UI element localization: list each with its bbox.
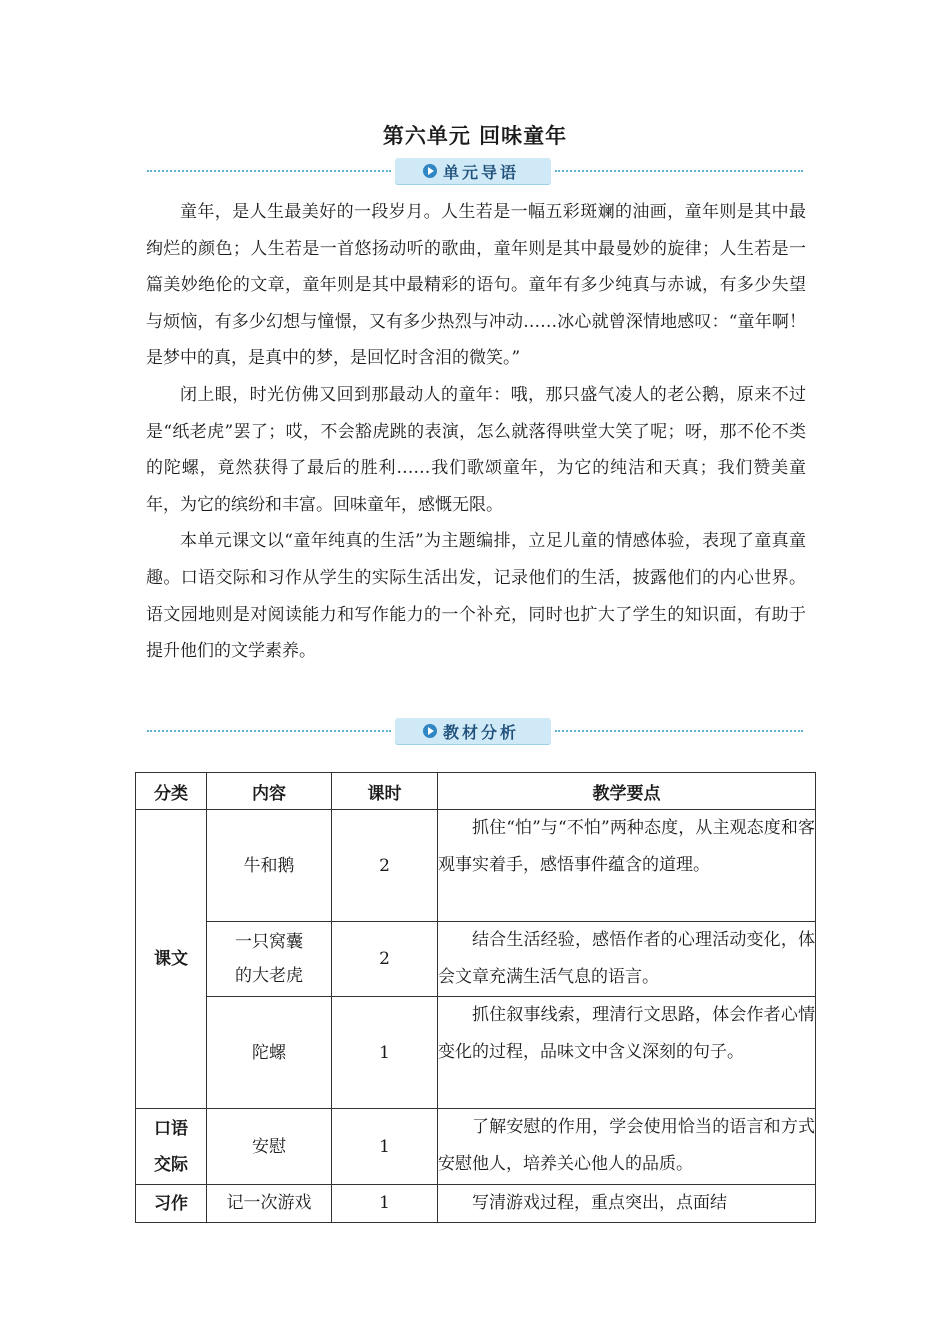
content-cell: 一只窝囊的大老虎 xyxy=(207,922,332,997)
section-heading: 单元导语 xyxy=(443,162,520,182)
header-content: 内容 xyxy=(207,773,332,810)
hours-cell: 1 xyxy=(332,1185,438,1223)
table-row xyxy=(136,922,816,997)
hours-cell: 1 xyxy=(332,1109,438,1185)
hours-cell: 2 xyxy=(332,810,438,922)
dotted-divider-right xyxy=(555,170,803,172)
section-label-pill xyxy=(395,158,551,184)
teaching-points-cell: 抓住“怕”与“不怕”两种态度，从主观态度和客观事实着手，感悟事件蕴含的道理。 xyxy=(438,810,816,922)
intro-paragraph: 闭上眼，时光仿佛又回到那最动人的童年：哦，那只盛气凌人的老公鹅，原来不过是“纸老虎”罢了；哎，不会豁虎跳的表演，怎么就落得哄堂大笑了呢；呀，那不伦不类的陀螺，竟然获得了最后的胜利……我们歌颂童年，为它的纯洁和天真；我们赞美童年，为它的缤纷和丰富。回味童年，感慨无限。 xyxy=(146,384,806,515)
dotted-divider-left xyxy=(147,170,391,172)
textbook-analysis-table xyxy=(135,772,816,1223)
category-cell: 课文 xyxy=(136,810,207,1109)
table-row xyxy=(136,1109,816,1185)
header-hours: 课时 xyxy=(332,773,438,810)
teaching-points-cell: 写清游戏过程，重点突出，点面结 xyxy=(438,1185,816,1223)
dotted-divider-right xyxy=(555,730,803,732)
category-cell: 口语交际 xyxy=(136,1109,207,1185)
arrow-right-icon xyxy=(423,164,437,178)
hours-cell: 2 xyxy=(332,922,438,997)
content-cell: 陀螺 xyxy=(207,997,332,1109)
header-teaching-points: 教学要点 xyxy=(438,773,816,810)
header-category: 分类 xyxy=(136,773,207,810)
content-cell: 安慰 xyxy=(207,1109,332,1185)
table-header-row xyxy=(136,773,816,810)
category-cell: 习作 xyxy=(136,1185,207,1223)
content-cell: 牛和鹅 xyxy=(207,810,332,922)
teaching-points-cell: 结合生活经验，感悟作者的心理活动变化，体会文章充满生活气息的语言。 xyxy=(438,922,816,997)
intro-paragraph: 本单元课文以“童年纯真的生活”为主题编排，立足儿童的情感体验，表现了童真童趣。口语交际和习作从学生的实际生活出发，记录他们的生活，披露他们的内心世界。语文园地则是对阅读能力和写作能力的一个补充，同时也扩大了学生的知识面，有助于提升他们的文学素养。 xyxy=(146,531,806,662)
table-row xyxy=(136,1185,816,1223)
unit-introduction xyxy=(146,194,806,670)
content-cell: 记一次游戏 xyxy=(207,1185,332,1223)
teaching-points-cell: 抓住叙事线索，理清行文思路，体会作者心情变化的过程，品味文中含义深刻的句子。 xyxy=(438,997,816,1109)
dotted-divider-left xyxy=(147,730,391,732)
hours-cell: 1 xyxy=(332,997,438,1109)
page-title: 第六单元 回味童年 xyxy=(382,124,568,148)
section-label-pill xyxy=(395,718,551,744)
table-row xyxy=(136,810,816,922)
intro-section-header xyxy=(147,158,803,184)
section-heading: 教材分析 xyxy=(443,722,520,742)
teaching-points-cell: 了解安慰的作用，学会使用恰当的语言和方式安慰他人，培养关心他人的品质。 xyxy=(438,1109,816,1185)
arrow-right-icon xyxy=(423,724,437,738)
table-row xyxy=(136,997,816,1109)
intro-paragraph: 童年，是人生最美好的一段岁月。人生若是一幅五彩斑斓的油画，童年则是其中最绚烂的颜色；人生若是一首悠扬动听的歌曲，童年则是其中最曼妙的旋律；人生若是一篇美妙绝伦的文章，童年则是其中最精彩的语句。童年有多少纯真与赤诚，有多少失望与烦恼，有多少幻想与憧憬，又有多少热烈与冲动……冰心就曾深情地感叹：“童年啊！是梦中的真，是真中的梦，是回忆时含泪的微笑。” xyxy=(146,202,806,369)
analysis-section-header xyxy=(147,718,803,744)
